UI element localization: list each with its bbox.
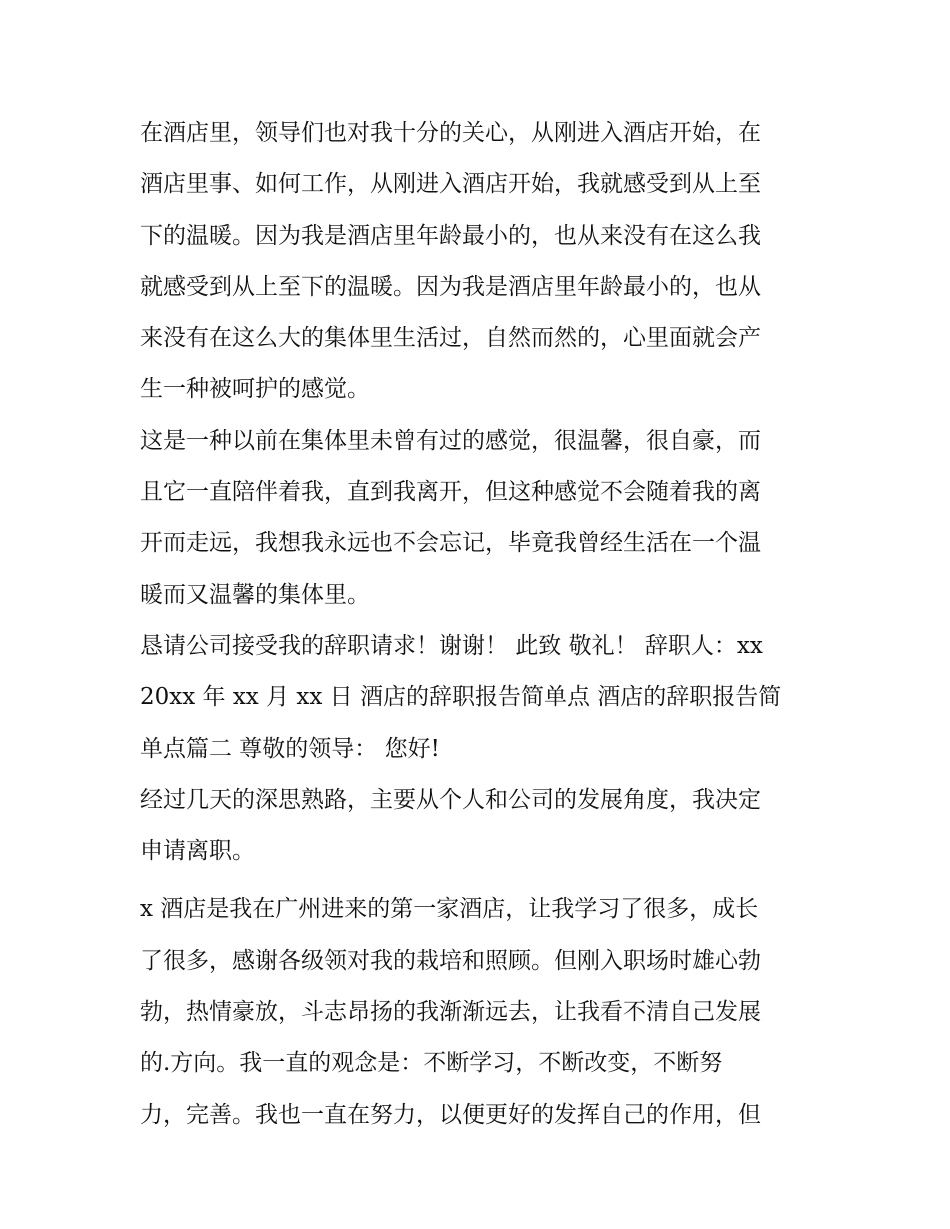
text-line: 下的温暖。因为我是酒店里年龄最小的，也从来没有在这么我 <box>140 222 761 249</box>
text-line: 申请离职。 <box>140 838 255 865</box>
text-line: 在酒店里，领导们也对我十分的关心，从刚进入酒店开始，在 <box>140 120 761 146</box>
text-line: 暖而又温馨的集体里。 <box>140 581 370 608</box>
text-line: 来没有在这么大的集体里生活过，自然而然的，心里面就会产 <box>140 325 761 352</box>
text-line: 20xx 年 xx 月 xx 日 酒店的辞职报告简单点 酒店的辞职报告简 <box>140 684 782 711</box>
text-line: 开而走远，我想我永远也不会忘记，毕竟我曾经生活在一个温 <box>140 530 761 557</box>
text-line: 就感受到从上至下的温暖。因为我是酒店里年龄最小的，也从 <box>140 273 761 300</box>
text-line: 勃，热情豪放，斗志昂扬的我渐渐远去，让我看不清自己发展 <box>140 999 761 1026</box>
text-line: 恳请公司接受我的辞职请求！谢谢！ 此致 敬礼！ 辞职人：xx <box>140 632 763 659</box>
text-line: 单点篇二 尊敬的领导： 您好! <box>140 735 440 762</box>
document-body <box>140 108 840 1141</box>
text-line: 力，完善。我也一直在努力，以便更好的发挥自己的作用，但 <box>140 1101 761 1128</box>
text-line: 经过几天的深思熟路，主要从个人和公司的发展角度，我决定 <box>140 786 761 813</box>
text-line: 的.方向。我一直的观念是：不断学习，不断改变，不断努 <box>140 1050 723 1077</box>
text-line: 酒店里事、如何工作，从刚进入酒店开始，我就感受到从上至 <box>140 171 761 198</box>
text-line: x 酒店是我在广州进来的第一家酒店，让我学习了很多，成长 <box>140 896 759 923</box>
text-line: 了很多，感谢各级领对我的栽培和照顾。但刚入职场时雄心勃 <box>140 947 761 974</box>
text-line: 生一种被呵护的感觉。 <box>140 376 370 403</box>
text-line: 这是一种以前在集体里未曾有过的感觉，很温馨，很自豪，而 <box>140 427 761 454</box>
text-line: 且它一直陪伴着我，直到我离开，但这种感觉不会随着我的离 <box>140 479 761 506</box>
